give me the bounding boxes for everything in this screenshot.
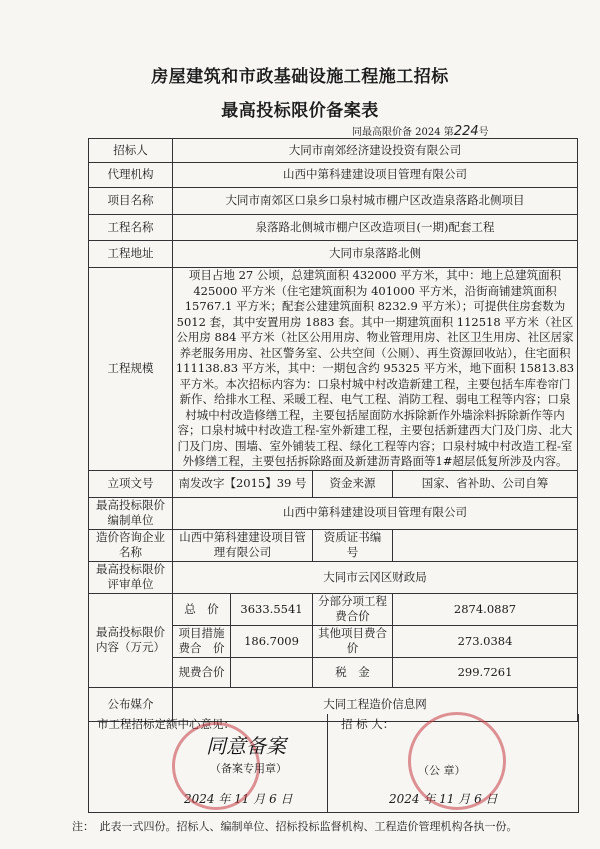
right-date: 2024 年 11 月 6 日 (389, 792, 498, 806)
work-value: 泉落路北侧城市棚户区改造项目(一期)配套工程 (173, 215, 578, 241)
subitem-label: 分部分项工程费合价 (313, 593, 393, 625)
approval-handwriting: 同意备案 (206, 734, 286, 758)
scale-label: 工程规模 (89, 268, 173, 471)
filing-seal-note: （备案专用章） (210, 762, 287, 775)
serial-number (352, 123, 489, 139)
filing-table (88, 138, 578, 722)
company-seal-icon (408, 712, 506, 810)
fee-label: 规费合价 (173, 657, 231, 687)
serial-suffix: 号 (478, 127, 489, 138)
compiler-label: 最高投标限价编制单位 (89, 497, 173, 529)
title-line1: 房屋建筑和市政基础设施工程施工招标 (151, 67, 449, 87)
tax-value: 299.7261 (393, 657, 578, 687)
cert-label: 资质证书编 号 (313, 529, 393, 561)
project-value: 大同市南郊区口泉乡口泉村城市棚户区改造泉落路北侧项目 (173, 188, 578, 215)
cert-value (393, 529, 578, 561)
agent-value: 山西中第科建建设项目管理有限公司 (173, 163, 578, 188)
media-value: 大同工程造价信息网 (173, 687, 578, 721)
serial-num: 224 (453, 124, 479, 139)
agent-label: 代理机构 (89, 163, 173, 188)
media-label: 公布媒介 (89, 687, 173, 721)
review-label: 最高投标限价评审单位 (89, 561, 173, 593)
approval-label: 立项文号 (89, 470, 173, 497)
footnote: 注： 此表一式四份。招标人、编制单位、招标投标监督机构、工程造价管理机构各执一份。 (72, 820, 518, 833)
measure-label: 项目措施费合 价 (173, 625, 231, 657)
project-label: 项目名称 (89, 188, 173, 215)
review-value: 大同市云冈区财政局 (173, 561, 578, 593)
content-label: 最高投标限价内容（万元） (89, 593, 173, 687)
other-label: 其他项目费合价 (313, 625, 393, 657)
consult-value: 山西中第科建建设项目管理有限公司 (173, 529, 313, 561)
work-label: 工程名称 (89, 215, 173, 241)
serial-prefix: 同最高限价备 2024 第 (352, 127, 454, 138)
tenderer-value: 大同市南郊经济建设投资有限公司 (173, 139, 578, 163)
signature-divider (327, 714, 328, 812)
other-value: 273.0384 (393, 625, 578, 657)
fee-value (231, 657, 313, 687)
scale-value: 项目占地 27 公顷，总建筑面积 432000 平方米，其中：地上总建筑面积 425000 平方米（住宅建筑面积为 401000 平方米，沿街商铺建筑面积 15767.1 平方米；配套公建建筑面积 8232.9 平方米）；可提供住房套数为 5012 套，其中安置用房 1883 套。其中一期建筑面积 112518 平方米（社区公用房 884 平方米（社区公用用房、物业管理用房、社区卫生用房、社区居家养老服务用房、社区警务室、公共空间（公厕）、再生资源回收站），住宅面积 111138.83 平方米，其中：一期包含约 95325 平方米，地下面积 15813.83 平方米。本次招标内容为：口泉村城中村改造新建工程，主要包括车库卷帘门新作、给排水工程、采暖工程、电气工程、消防工程、弱电工程等内容；口泉村城中村改造修缮工程，主要包括屋面防水拆除新作外墙涂料拆除新作等内容；口泉村城中村改造工程-室外新建工程，主要包括新建西大门及门房、北大门及门房、围墙、室外铺装工程、绿化工程等内容；口泉村城中村改造工程-室外修缮工程，主要包括拆除路面及新建沥青路面等1#超层低复所涉及内容。 (173, 268, 578, 471)
address-value: 大同市泉落路北侧 (173, 241, 578, 268)
measure-value: 186.7009 (231, 625, 313, 657)
company-seal-note: （公 章） (418, 764, 466, 777)
tax-label: 税 金 (313, 657, 393, 687)
fund-label: 资金来源 (313, 470, 393, 497)
compiler-value: 山西中第科建建设项目管理有限公司 (173, 497, 578, 529)
approval-value: 南发改字【2015】39 号 (173, 470, 313, 497)
subitem-value: 2874.0887 (393, 593, 578, 625)
consult-label: 造价咨询企业名称 (89, 529, 173, 561)
left-date: 2024 年 11 月 6 日 (184, 792, 293, 806)
fund-value: 国家、省补助、公司自筹 (393, 470, 578, 497)
total-label: 总 价 (173, 593, 231, 625)
tenderer-sign-label: 招 标 人： (341, 717, 395, 731)
address-label: 工程地址 (89, 241, 173, 268)
tenderer-label: 招标人 (89, 139, 173, 163)
title-line2: 最高投标限价备案表 (221, 101, 379, 121)
total-value: 3633.5541 (231, 593, 313, 625)
center-opinion-label: 市工程招标定额中心意见： (97, 717, 235, 731)
